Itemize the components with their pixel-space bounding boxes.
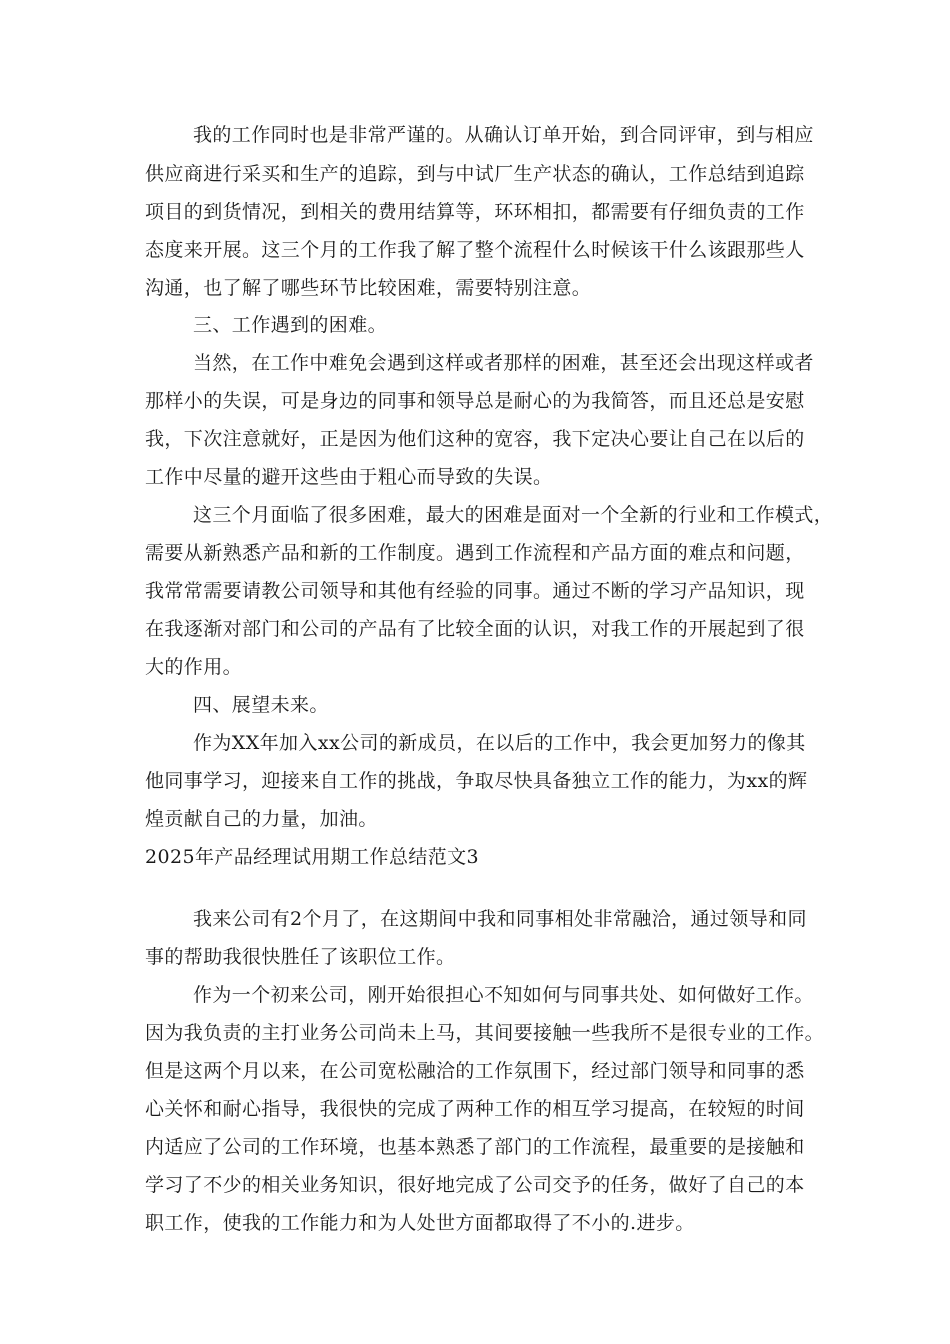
paragraph-line: 职工作，使我的工作能力和为人处世方面都取得了不小的.进步。 [145, 1212, 695, 1234]
paragraph-line: 那样小的失误，可是身边的同事和领导总是耐心的为我简答，而且还总是安慰 [145, 390, 805, 412]
paragraph-line: 煌贡献自己的力量，加油。 [145, 808, 378, 830]
paragraph-line: 这三个月面临了很多困难，最大的困难是面对一个全新的行业和工作模式， [193, 504, 834, 526]
paragraph-line: 我常常需要请教公司领导和其他有经验的同事。通过不断的学习产品知识，现 [145, 580, 805, 602]
paragraph-line: 心关怀和耐心指导，我很快的完成了两种工作的相互学习提高，在较短的时间 [145, 1098, 805, 1120]
paragraph-line: 作为XX年加入xx公司的新成员，在以后的工作中，我会更加努力的像其 [193, 732, 806, 754]
paragraph-line: 他同事学习，迎接来自工作的挑战，争取尽快具备独立工作的能力，为xx的辉 [145, 770, 808, 792]
paragraph-line: 项目的到货情况，到相关的费用结算等，环环相扣，都需要有仔细负责的工作 [145, 201, 805, 223]
paragraph-line: 沟通，也了解了哪些环节比较困难，需要特别注意。 [145, 277, 592, 299]
paragraph-line: 供应商进行采买和生产的追踪，到与中试厂生产状态的确认，工作总结到追踪 [145, 163, 805, 185]
paragraph-line: 大的作用。 [145, 656, 243, 678]
section-heading: 四、展望未来。 [193, 694, 329, 716]
paragraph-line: 工作中尽量的避开这些由于粗心而导致的失误。 [145, 466, 553, 488]
paragraph-line: 事的帮助我很快胜任了该职位工作。 [145, 946, 456, 968]
paragraph-line: 态度来开展。这三个月的工作我了解了整个流程什么时候该干什么该跟那些人 [145, 239, 805, 261]
paragraph-line: 我来公司有2个月了，在这期间中我和同事相处非常融洽，通过领导和同 [193, 908, 807, 930]
paragraph-line: 内适应了公司的工作环境，也基本熟悉了部门的工作流程，最重要的是接触和 [145, 1136, 805, 1158]
paragraph-line: 因为我负责的主打业务公司尚未上马，其间要接触一些我所不是很专业的工作。 [145, 1022, 825, 1044]
paragraph-line: 我的工作同时也是非常严谨的。从确认订单开始，到合同评审，到与相应 [193, 124, 814, 146]
article-title: 2025年产品经理试用期工作总结范文3 [145, 846, 480, 868]
paragraph-line: 但是这两个月以来，在公司宽松融洽的工作氛围下，经过部门领导和同事的悉 [145, 1060, 805, 1082]
paragraph-line: 在我逐渐对部门和公司的产品有了比较全面的认识，对我工作的开展起到了很 [145, 618, 805, 640]
paragraph-line: 作为一个初来公司，刚开始很担心不知如何与同事共处、如何做好工作。 [193, 984, 814, 1006]
paragraph-line: 学习了不少的相关业务知识，很好地完成了公司交予的任务，做好了自己的本 [145, 1174, 805, 1196]
paragraph-line: 需要从新熟悉产品和新的工作制度。遇到工作流程和产品方面的难点和问题， [145, 542, 805, 564]
paragraph-line: 当然，在工作中难免会遇到这样或者那样的困难，甚至还会出现这样或者 [193, 352, 814, 374]
paragraph-line: 我，下次注意就好，正是因为他们这种的宽容，我下定决心要让自己在以后的 [145, 428, 805, 450]
section-heading: 三、工作遇到的困难。 [193, 314, 388, 336]
